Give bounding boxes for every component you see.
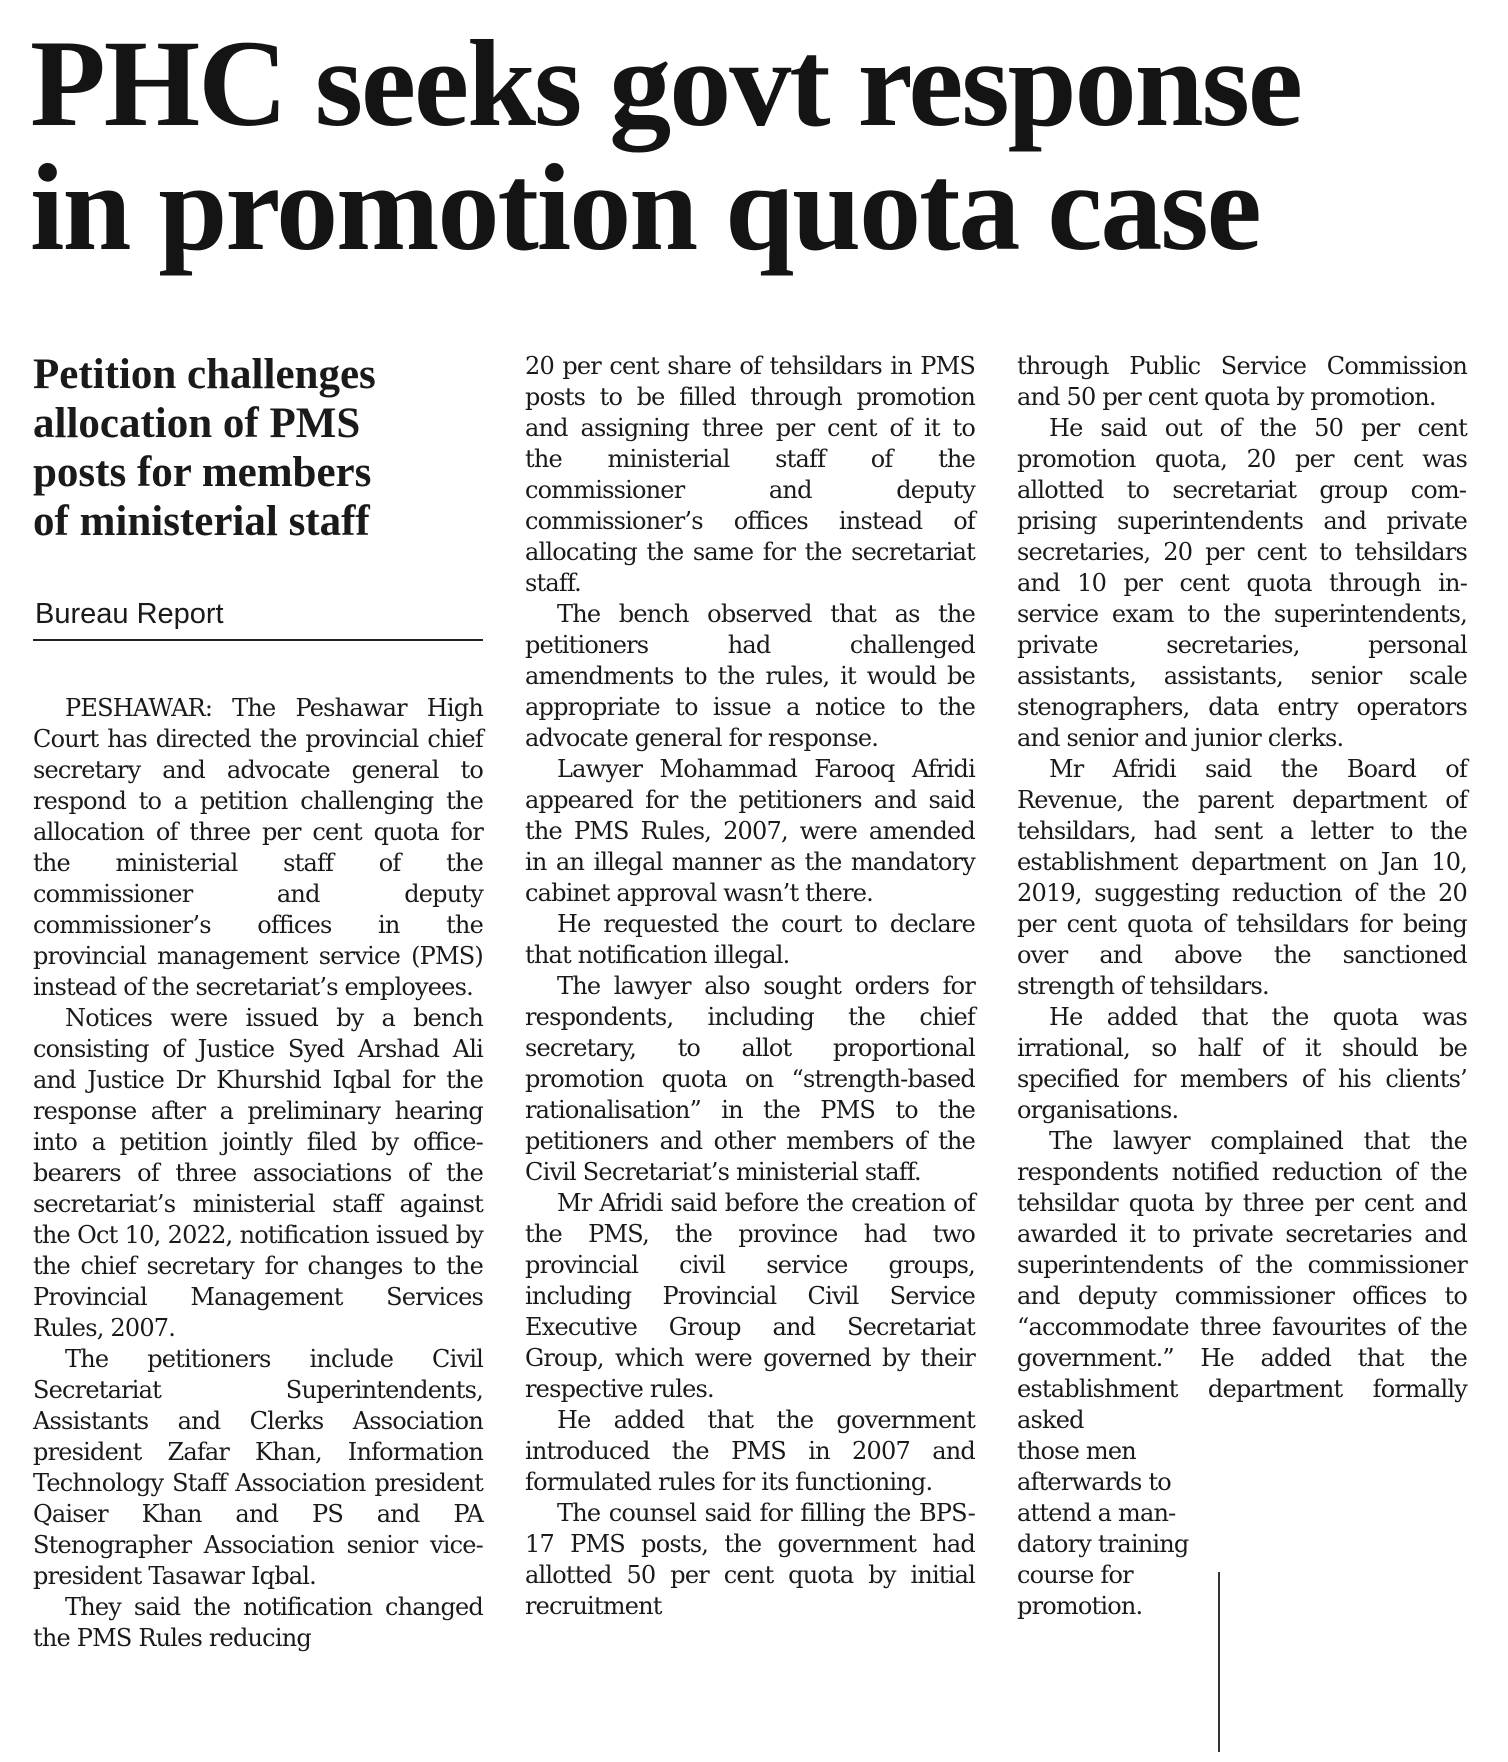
paragraph-continuation: those men afterwards to attend a mandatory training course for promotion.: [1017, 1437, 1189, 1620]
paragraph: He added that the government introduced the PMS in 2007 and formulated rules for its functioning.: [525, 1406, 975, 1496]
paragraph: Mr Afridi said before the creation of the PMS, the province had two provincial civil service groups, including Provincial Civil Service Executive Group and Secretariat Group, which were governed by their respective rules.: [525, 1189, 975, 1403]
paragraph: They said the notification changed the PMS Rules reducing: [33, 1593, 483, 1652]
byline: Bureau Report: [35, 598, 224, 630]
paragraph: PESHAWAR: The Peshawar High Court has directed the provincial chief secretary and advocate general to respond to a petition challenging the allocation of three per cent quota for the ministerial staff of the commissioner and deputy commissioner’s offices in the provincial management service (PMS) instead of the secretariat’s employees.: [33, 694, 483, 1001]
column-divider: [1218, 1572, 1220, 1752]
deck-line-4: of ministerial staff: [33, 498, 370, 545]
paragraph: The petitioners include Civil Secretariat Superintendents, Assistants and Clerks Association president Zafar Khan, Information Technology Staff Association president Qaiser Khan and PS and PA Stenographer Association senior vice-president Tasawar Iqbal.: [33, 1345, 483, 1590]
paragraph: The lawyer also sought orders for respondents, including the chief secretary, to allot proportional promotion quota on “strength-based rationalisation” in the PMS to the petitioners and other members of the Civil Secretariat’s ministerial staff.: [525, 972, 975, 1186]
paragraph: through Public Service Commission and 50 per cent quota by promotion.: [1017, 352, 1467, 411]
paragraph: 20 per cent share of tehsildars in PMS posts to be filled through promotion and assigning three per cent of it to the ministerial staff of the commissioner and deputy commissioner’s offices instead of allocating the same for the secretariat staff.: [525, 352, 975, 597]
byline-divider: [33, 639, 483, 641]
paragraph: The lawyer complained that the respondents notified reduction of the tehsildar quota by three per cent and awarded it to private secretaries and superintendents of the commissioner and deputy commissioner offices to “accommodate three favourites of the government.” He added that the establishment department formally asked: [1017, 1127, 1467, 1434]
deck-line-3: posts for members: [33, 449, 372, 496]
paragraph: The counsel said for filling the BPS-17 PMS posts, the government had allotted 50 per cent quota by initial recruitment: [525, 1499, 975, 1620]
paragraph: The bench observed that as the petitioners had challenged amendments to the rules, it would be appropriate to issue a notice to the advocate general for response.: [525, 600, 975, 752]
paragraph: He said out of the 50 per cent promotion quota, 20 per cent was allotted to secretariat group comprising superintendents and private secretaries, 20 per cent to tehsildars and 10 per cent quota through in-service exam to the superintendents, private secretaries, personal assistants, assistants, senior scale stenographers, data entry operators and senior and junior clerks.: [1017, 414, 1467, 752]
article-column-3: [1017, 351, 1467, 1622]
deck-subheadline: [33, 350, 483, 546]
paragraph: Lawyer Mohammad Farooq Afridi appeared for the petitioners and said the PMS Rules, 2007, were amended in an illegal manner as the mandatory cabinet approval wasn’t there.: [525, 755, 975, 907]
headline-line-2: in promotion quota case: [30, 139, 1260, 276]
paragraph: He requested the court to declare that notification illegal.: [525, 910, 975, 969]
headline: [30, 15, 1480, 276]
headline-line-1: PHC seeks govt response: [30, 15, 1301, 152]
paragraph: Notices were issued by a bench consisting of Justice Syed Arshad Ali and Justice Dr Khurshid Iqbal for the response after a preliminary hearing into a petition jointly filed by office-bearers of three associations of the secretariat’s ministerial staff against the Oct 10, 2022, notification issued by the chief secretary for changes to the Provincial Management Services Rules, 2007.: [33, 1004, 483, 1342]
article-column-1: [33, 693, 483, 1654]
article-column-2: [525, 351, 975, 1622]
deck-line-1: Petition challenges: [33, 351, 376, 398]
paragraph: Mr Afridi said the Board of Revenue, the parent department of tehsildars, had sent a letter to the establishment department on Jan 10, 2019, suggesting reduction of the 20 per cent quota of tehsildars for being over and above the sanctioned strength of tehsildars.: [1017, 755, 1467, 1000]
paragraph: He added that the quota was irrational, so half of it should be specified for members of his clients’ organisations.: [1017, 1003, 1467, 1124]
deck-line-2: allocation of PMS: [33, 400, 361, 447]
